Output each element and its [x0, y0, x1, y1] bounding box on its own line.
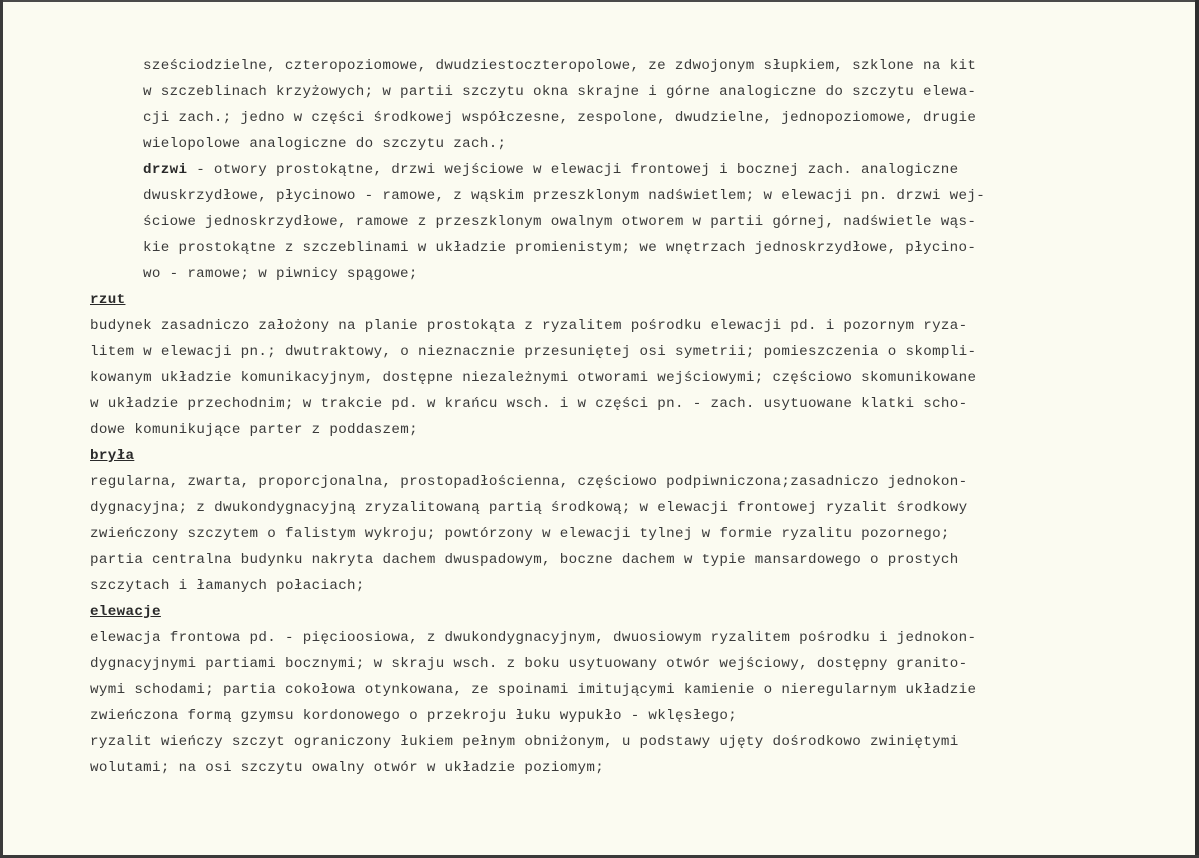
section-heading-rzut: rzut [90, 292, 126, 308]
drzwi-first-line [143, 160, 959, 180]
text-line: budynek zasadniczo założony na planie prostokąta z ryzalitem pośrodku elewacji pd. i pozornym ryza- [90, 318, 968, 334]
section-heading-elewacje: elewacje [90, 604, 161, 620]
text-line: dygnacyjnymi partiami bocznymi; w skraju wsch. z boku usytuowany otwór wejściowy, dostępny granito- [90, 656, 968, 672]
text-line: cji zach.; jedno w części środkowej współczesne, zespolone, dwudzielne, jednopoziomowe, drugie [143, 110, 977, 126]
drzwi-first-text: - otwory prostokątne, drzwi wejściowe w elewacji frontowej i bocznej zach. analogiczne [187, 162, 959, 178]
text-line: elewacja frontowa pd. - pięcioosiowa, z dwukondygnacyjnym, dwuosiowym ryzalitem pośrodku i jednokon- [90, 630, 977, 646]
text-line: w układzie przechodnim; w trakcie pd. w krańcu wsch. i w części pn. - zach. usytuowane klatki scho- [90, 396, 968, 412]
text-line: wielopolowe analogiczne do szczytu zach.; [143, 136, 507, 152]
text-line: zwieńczona formą gzymsu kordonowego o przekroju łuku wypukło - wklęsłego; [90, 708, 738, 724]
text-line: dowe komunikujące parter z poddaszem; [90, 422, 418, 438]
text-line: partia centralna budynku nakryta dachem dwuspadowym, boczne dachem w typie mansardowego o prostych [90, 552, 959, 568]
text-line: ściowe jednoskrzydłowe, ramowe z przeszklonym owalnym otworem w partii górnej, nadświetle wąs- [143, 214, 977, 230]
text-line: w szczeblinach krzyżowych; w partii szczytu okna skrajne i górne analogiczne do szczytu elewa- [143, 84, 977, 100]
text-line: dygnacyjna; z dwukondygnacyjną zryzalitowaną partią środkową; w elewacji frontowej ryzalit środkowy [90, 500, 968, 516]
text-line: kowanym układzie komunikacyjnym, dostępne niezależnymi otworami wejściowymi; częściowo skomunikowane [90, 370, 977, 386]
text-line: wolutami; na osi szczytu owalny otwór w układzie poziomym; [90, 760, 605, 776]
text-line: zwieńczony szczytem o falistym wykroju; powtórzony w elewacji tylnej w formie ryzalitu pozornego; [90, 526, 950, 542]
text-line: ryzalit wieńczy szczyt ograniczony łukiem pełnym obniżonym, u podstawy ujęty dośrodkowo zwiniętymi [90, 734, 959, 750]
text-line: wo - ramowe; w piwnicy spągowe; [143, 266, 418, 282]
text-line: dwuskrzydłowe, płycinowo - ramowe, z wąskim przeszklonym nadświetlem; w elewacji pn. drzwi wej- [143, 188, 986, 204]
section-heading-bryla: bryła [90, 448, 135, 464]
text-line: regularna, zwarta, proporcjonalna, prostopadłościenna, częściowo podpiwniczona;zasadniczo jednokon- [90, 474, 968, 490]
text-line: litem w elewacji pn.; dwutraktowy, o nieznacznie przesuniętej osi symetrii; pomieszczenia o skompli- [90, 344, 977, 360]
drzwi-label: drzwi [143, 162, 188, 178]
text-line: wymi schodami; partia cokołowa otynkowana, ze spoinami imitującymi kamienie o nieregularnym układzie [90, 682, 977, 698]
text-line: sześciodzielne, czteropoziomowe, dwudziestoczteropolowe, ze zdwojonym słupkiem, szklone na kit [143, 58, 977, 74]
text-line: szczytach i łamanych połaciach; [90, 578, 365, 594]
text-line: kie prostokątne z szczeblinami w układzie promienistym; we wnętrzach jednoskrzydłowe, płycino- [143, 240, 977, 256]
